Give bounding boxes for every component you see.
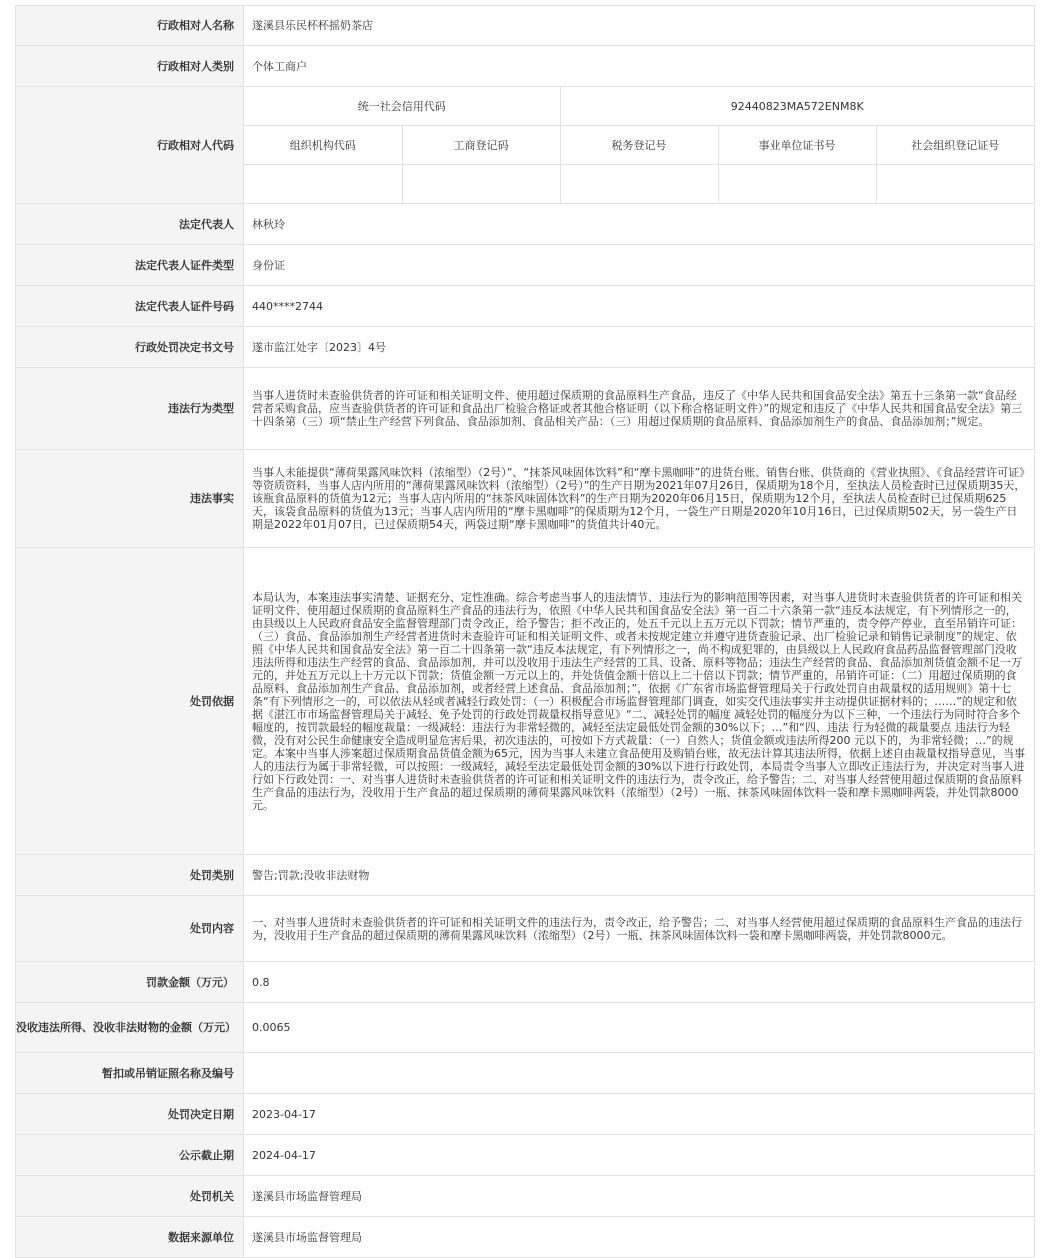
value-penalty-content: 一、对当事人进货时未查验供货者的许可证和相关证明文件的违法行为，责令改正，给予警告；二、对当事人经营使用超过保质期的食品原料生产食品的违法行为，没收用于生产食品的超过保质期的薄荷果露风味饮料（浓缩型）（2号）一瓶、抹茶风味固体饮料一袋和摩卡黑咖啡两袋，并处罚款8000元。 — [244, 896, 1035, 962]
value-basis: 本局认为，本案违法事实清楚、证据充分、定性准确。综合考虑当事人的违法情节、违法行为的影响范围等因素，对当事人进货时未查验供货者的许可证和相关证明文件、使用超过保质期的食品原料生产食品的违法行为，依照《中华人民共和国食品安全法》第一百二十六条第一款“违反本法规定，有下列情形之一的，由县级以上人民政府食品安全监督管理部门责令改正，给予警告；拒不改正的，处五千元以上五万元以下罚款；情节严重的，责令停产停业，直至吊销许可证：（三）食品、食品添加剂生产经营者进货时未查验许可证和相关证明文件、或者未按规定建立并遵守进货查验记录、出厂检验记录和销售记录制度”的规定、依照《中华人民共和国食品安全法》第一百二十四条第一款“违反本法规定，有下列情形之一，尚不构成犯罪的，由县级以上人民政府食品药品监督管理部门没收违法所得和违法生产经营的食品、食品添加剂，并可以没收用于违法生产经营的工具、设备、原料等物品；违法生产经营的食品、食品添加剂货值金额不足一万元的，并处五万元以上十万元以下罚款；货值金额一万元以上的，并处货值金额十倍以上二十倍以下罚款；情节严重的，吊销许可证：（二）用超过保质期的食品原料、食品添加剂生产食品、食品添加剂，或者经营上述食品、食品添加剂；”，依据《广东省市场监督管理局关于行政处罚自由裁量权的适用规则》第十七条“有下列情形之一的，可以依法从轻或者减轻行政处罚：（一）积极配合市场监督管理部门调查，如实交代违法事实并主动提供证据材料的；……”的规定和依据《湛江市市场监督管理局关于减轻、免予处罚的行政处罚裁量权指导意见》“二、减轻处罚的幅度 减轻处罚的幅度分为以下三种，一个违法行为同时符合多个幅度的，按罚款最轻的幅度裁量：一级减轻：违法行为非常轻微的，减轻至法定最低处罚金额的30%以下；…”和“四、违法 行为轻微的裁量要点 违法行为轻微，没有对公民生命健康安全造成明显危害后果，初次违法的，可按如下方式裁量：（一）自然人；货值金额或违法所得200 元以下的，为非常轻微；…”的规定。本案中当事人涉案超过保质期食品货值金额为65元，因为当事人未建立食品使用及购销台账，故无法计算其违法所得，依据上述自由裁量权指导意见，当事人的违法行为属于非常轻微，可以按照：一级减轻，减轻至法定最低处罚金额的30%以下进行行政处罚，本局责令当事人立即改正违法行为，并决定对当事人进行如下行政处罚：一、对当事人进货时未查验供货者的许可证和相关证明文件的违法行为，责令改正，给予警告；二、对当事人经营使用超过保质期的食品原料生产食品的违法行为，没收用于生产食品的超过保质期的薄荷果露风味饮料（浓缩型）（2号）一瓶、抹茶风味固体饮料一袋和摩卡黑咖啡两袋，并处罚款8000元。 — [244, 548, 1035, 855]
org-code-value — [244, 165, 402, 204]
business-reg-label: 工商登记码 — [402, 126, 560, 165]
codes-cell — [244, 87, 1035, 204]
label-license: 暂扣或吊销证照名称及编号 — [16, 1053, 244, 1094]
label-authority: 处罚机关 — [16, 1176, 244, 1217]
value-name: 遂溪县乐民杯杯摇奶茶店 — [244, 6, 1035, 46]
value-source: 遂溪县市场监督管理局 — [244, 1217, 1035, 1258]
row-legal-rep — [16, 204, 1035, 245]
social-org-value — [876, 165, 1034, 204]
institution-cert-value — [718, 165, 876, 204]
label-category: 行政相对人类别 — [16, 46, 244, 87]
value-fine: 0.8 — [244, 962, 1035, 1003]
tax-reg-value — [560, 165, 718, 204]
tax-reg-label: 税务登记号 — [560, 126, 718, 165]
value-id-number: 440****2744 — [244, 286, 1035, 327]
value-doc-number: 遂市监江处字〔2023〕4号 — [244, 327, 1035, 368]
label-decision-date: 处罚决定日期 — [16, 1094, 244, 1135]
row-source — [16, 1217, 1035, 1258]
label-fine: 罚款金额（万元） — [16, 962, 244, 1003]
row-penalty-type — [16, 855, 1035, 896]
row-code — [16, 87, 1035, 204]
value-authority: 遂溪县市场监督管理局 — [244, 1176, 1035, 1217]
row-violation-type — [16, 368, 1035, 450]
label-id-number: 法定代表人证件号码 — [16, 286, 244, 327]
label-basis: 处罚依据 — [16, 548, 244, 855]
row-category — [16, 46, 1035, 87]
value-publish-end: 2024-04-17 — [244, 1135, 1035, 1176]
label-source: 数据来源单位 — [16, 1217, 244, 1258]
value-category: 个体工商户 — [244, 46, 1035, 87]
row-penalty-content — [16, 896, 1035, 962]
row-name — [16, 6, 1035, 46]
uscc-label: 统一社会信用代码 — [244, 87, 560, 126]
social-org-label: 社会组织登记证号 — [876, 126, 1034, 165]
label-confiscation: 没收违法所得、没收非法财物的金额（万元） — [16, 1003, 244, 1053]
value-legal-rep: 林秋玲 — [244, 204, 1035, 245]
row-id-type — [16, 245, 1035, 286]
row-facts — [16, 450, 1035, 548]
label-id-type: 法定代表人证件类型 — [16, 245, 244, 286]
value-facts: 当事人未能提供“薄荷果露风味饮料（浓缩型）（2号）”、“抹茶风味固体饮料”和“摩卡黑咖啡”的进货台账、销售台账、供货商的《营业执照》、《食品经营许可证》等资质资料，当事人店内所用的“薄荷果露风味饮料（浓缩型）（2号）”的生产日期为2021年07月26日，保质期为18个月，至执法人员检查时已过保质期35天，该瓶食品原料的货值为12元；当事人店内所用的“抹茶风味固体饮料”的生产日期为2020年06月15日，保质期为12个月，至执法人员检查时已过保质期625天，该袋食品原料的货值为13元；当事人店内所用的“摩卡黑咖啡”的保质期为12个月，一袋生产日期是2020年10月16日，已过保质期502天，另一袋生产日期是2022年01月07日，已过保质期54天，两袋过期“摩卡黑咖啡”的货值共计40元。 — [244, 450, 1035, 548]
org-code-label: 组织机构代码 — [244, 126, 402, 165]
business-reg-value — [402, 165, 560, 204]
label-penalty-type: 处罚类别 — [16, 855, 244, 896]
label-doc-number: 行政处罚决定书文号 — [16, 327, 244, 368]
penalty-record-table — [15, 5, 1035, 1258]
value-decision-date: 2023-04-17 — [244, 1094, 1035, 1135]
label-penalty-content: 处罚内容 — [16, 896, 244, 962]
uscc-value: 92440823MA572ENM8K — [560, 87, 1034, 126]
label-name: 行政相对人名称 — [16, 6, 244, 46]
label-violation-type: 违法行为类型 — [16, 368, 244, 450]
value-penalty-type: 警告;罚款;没收非法财物 — [244, 855, 1035, 896]
value-confiscation: 0.0065 — [244, 1003, 1035, 1053]
row-basis — [16, 548, 1035, 855]
row-confiscation — [16, 1003, 1035, 1053]
label-legal-rep: 法定代表人 — [16, 204, 244, 245]
label-code: 行政相对人代码 — [16, 87, 244, 204]
label-facts: 违法事实 — [16, 450, 244, 548]
row-doc-number — [16, 327, 1035, 368]
row-authority — [16, 1176, 1035, 1217]
value-violation-type: 当事人进货时未查验供货者的许可证和相关证明文件、使用超过保质期的食品原料生产食品，违反了《中华人民共和国食品安全法》第五十三条第一款“食品经营者采购食品，应当查验供货者的许可证和食品出厂检验合格证或者其他合格证明（以下称合格证明文件）”的规定和违反了《中华人民共和国食品安全法》第三十四条第（三）项“禁止生产经营下列食品、食品添加剂、食品相关产品：（三）用超过保质期的食品原料、食品添加剂生产的食品、食品添加剂；”规定。 — [244, 368, 1035, 450]
value-id-type: 身份证 — [244, 245, 1035, 286]
codes-grid — [244, 87, 1034, 203]
row-license — [16, 1053, 1035, 1094]
row-id-number — [16, 286, 1035, 327]
row-publish-end — [16, 1135, 1035, 1176]
row-fine — [16, 962, 1035, 1003]
row-decision-date — [16, 1094, 1035, 1135]
institution-cert-label: 事业单位证书号 — [718, 126, 876, 165]
label-publish-end: 公示截止期 — [16, 1135, 244, 1176]
value-license — [244, 1053, 1035, 1094]
